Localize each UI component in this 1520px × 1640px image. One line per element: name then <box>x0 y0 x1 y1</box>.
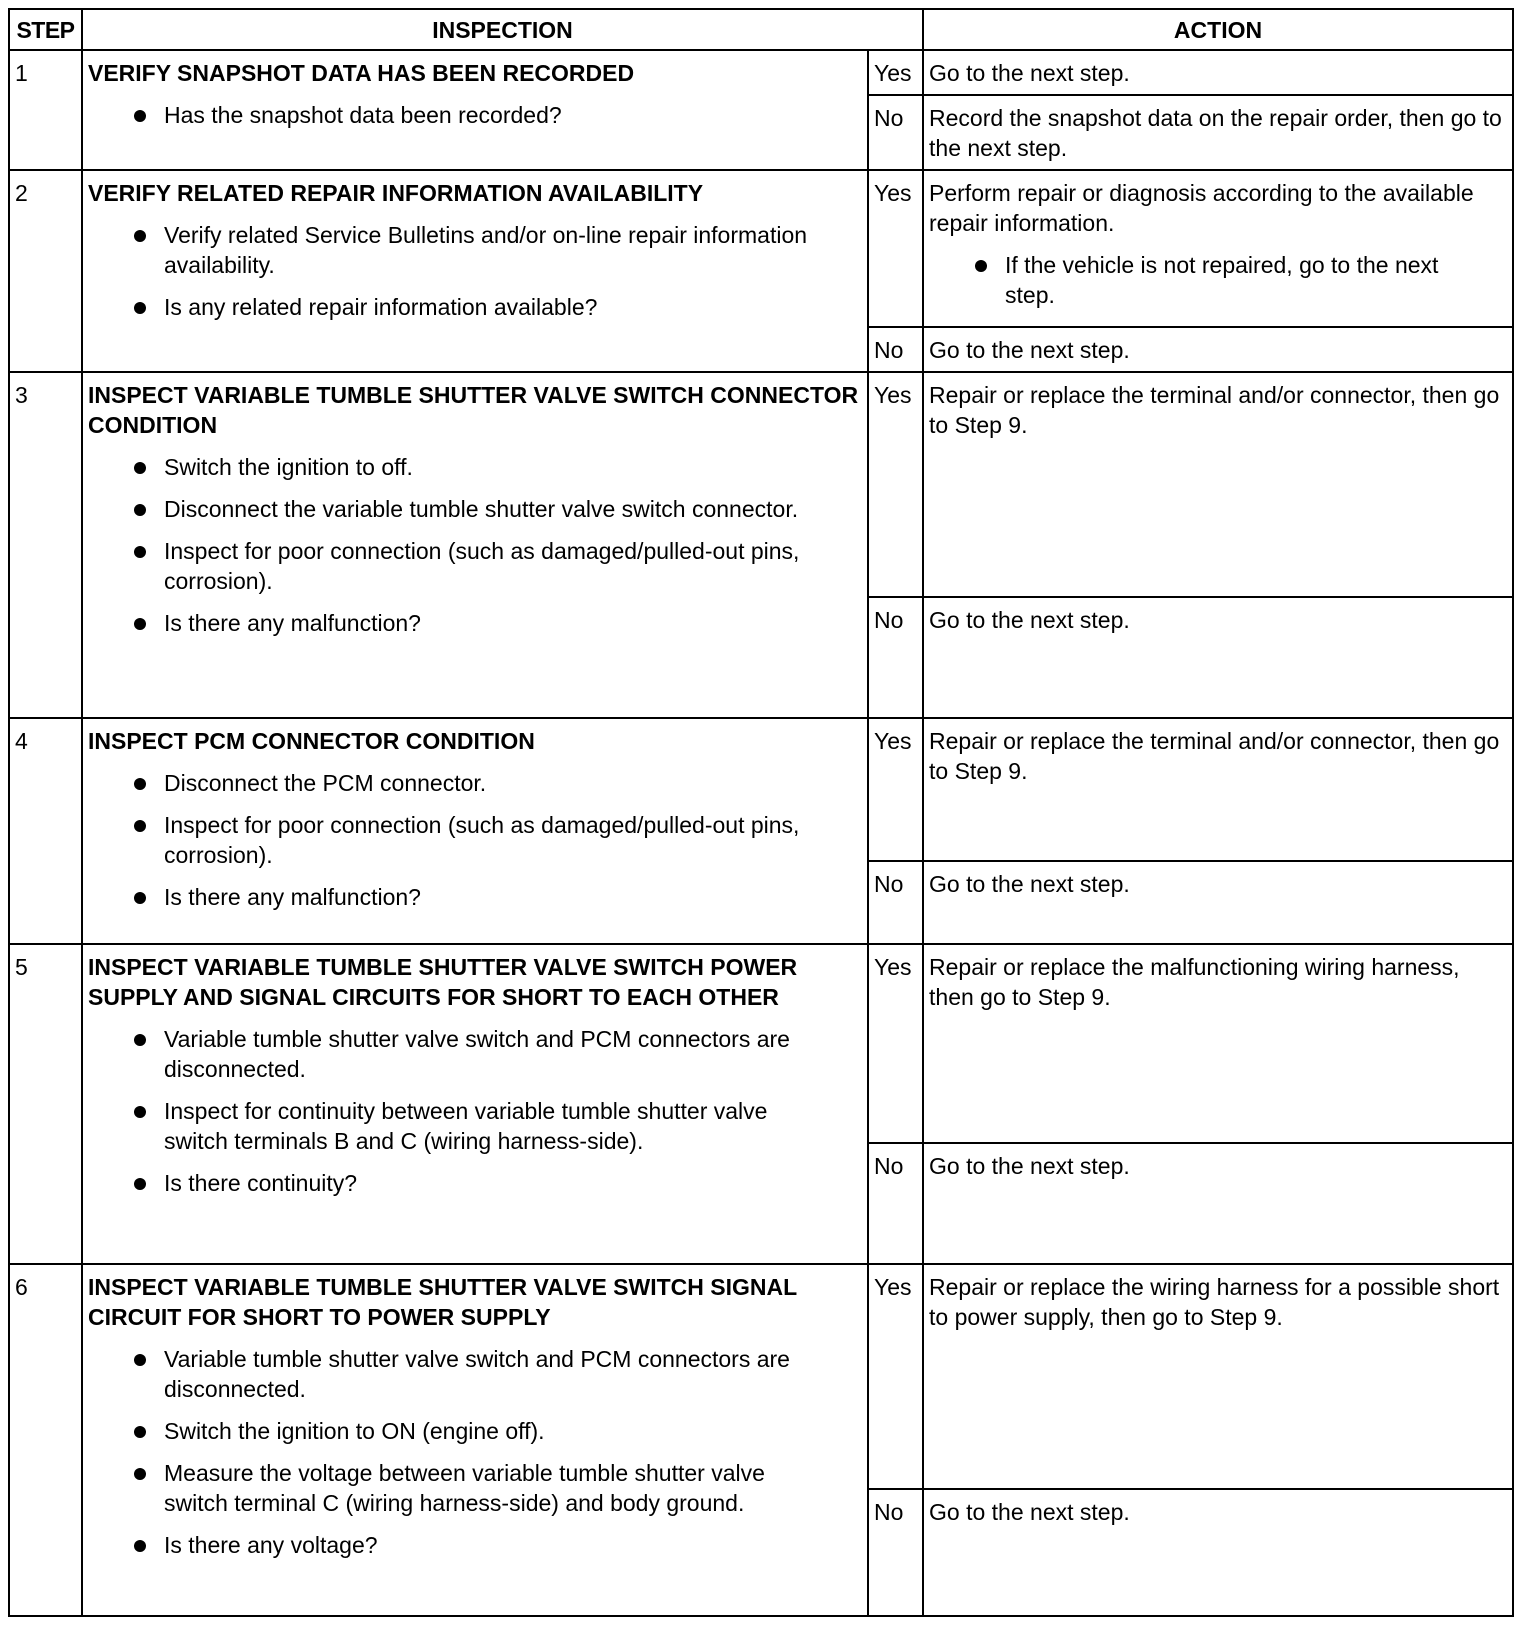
diagnostic-table <box>8 8 1514 1617</box>
inspection-bullet: Inspect for poor connection (such as damaged/pulled-out pins, corrosion). <box>88 536 862 596</box>
inspection-bullets <box>88 1344 862 1560</box>
no-label: No <box>868 597 923 718</box>
yes-label: Yes <box>868 718 923 861</box>
inspection-bullet: Has the snapshot data been recorded? <box>88 100 862 130</box>
no-action: Go to the next step. <box>923 327 1513 372</box>
yes-label: Yes <box>868 944 923 1143</box>
step-4-yes-row <box>9 718 1513 861</box>
yes-action: Go to the next step. <box>923 50 1513 95</box>
step-3-yes-row <box>9 372 1513 597</box>
inspection-cell <box>82 944 868 1264</box>
step-2-yes-row <box>9 170 1513 327</box>
step-number: 3 <box>9 372 82 718</box>
inspection-title: VERIFY RELATED REPAIR INFORMATION AVAILABILITY <box>88 180 704 206</box>
header-step: STEP <box>9 9 82 50</box>
yes-label: Yes <box>868 372 923 597</box>
yes-action: Repair or replace the wiring harness for a possible short to power supply, then go to Step 9. <box>923 1264 1513 1489</box>
yes-label: Yes <box>868 1264 923 1489</box>
inspection-bullets <box>88 452 862 638</box>
no-action: Go to the next step. <box>923 1143 1513 1264</box>
inspection-bullet: Is there any malfunction? <box>88 882 862 912</box>
yes-action: Repair or replace the terminal and/or connector, then go to Step 9. <box>923 372 1513 597</box>
no-label: No <box>868 327 923 372</box>
inspection-bullets <box>88 220 862 322</box>
yes-action-cell <box>923 170 1513 327</box>
step-1-yes-row <box>9 50 1513 95</box>
inspection-bullet: Disconnect the PCM connector. <box>88 768 862 798</box>
no-action: Go to the next step. <box>923 1489 1513 1616</box>
header-row <box>9 9 1513 50</box>
no-action: Record the snapshot data on the repair order, then go to the next step. <box>923 95 1513 170</box>
no-action: Go to the next step. <box>923 597 1513 718</box>
inspection-bullets <box>88 768 862 912</box>
inspection-bullet: Switch the ignition to off. <box>88 452 862 482</box>
header-action: ACTION <box>923 9 1513 50</box>
yes-label: Yes <box>868 50 923 95</box>
inspection-bullet: Is there continuity? <box>88 1168 862 1198</box>
step-number: 4 <box>9 718 82 944</box>
inspection-title: VERIFY SNAPSHOT DATA HAS BEEN RECORDED <box>88 60 635 86</box>
action-bullet: If the vehicle is not repaired, go to the next step. <box>929 250 1507 310</box>
inspection-title: INSPECT VARIABLE TUMBLE SHUTTER VALVE SWITCH CONNECTOR CONDITION <box>88 382 859 438</box>
inspection-bullet: Measure the voltage between variable tumble shutter valve switch terminal C (wiring harness-side) and body ground. <box>88 1458 862 1518</box>
inspection-cell <box>82 372 868 718</box>
inspection-bullets <box>88 1024 862 1198</box>
inspection-bullet: Is there any malfunction? <box>88 608 862 638</box>
inspection-bullet: Is there any voltage? <box>88 1530 862 1560</box>
step-number: 1 <box>9 50 82 170</box>
inspection-bullet: Variable tumble shutter valve switch and PCM connectors are disconnected. <box>88 1344 862 1404</box>
no-label: No <box>868 1143 923 1264</box>
no-action: Go to the next step. <box>923 861 1513 944</box>
inspection-bullet: Inspect for continuity between variable tumble shutter valve switch terminals B and C (wiring harness-side). <box>88 1096 862 1156</box>
yes-label: Yes <box>868 170 923 327</box>
step-6-yes-row <box>9 1264 1513 1489</box>
inspection-title: INSPECT VARIABLE TUMBLE SHUTTER VALVE SWITCH POWER SUPPLY AND SIGNAL CIRCUITS FOR SHORT TO EACH OTHER <box>88 954 798 1010</box>
yes-action: Perform repair or diagnosis according to the available repair information. <box>929 180 1474 236</box>
step-number: 5 <box>9 944 82 1264</box>
no-label: No <box>868 95 923 170</box>
inspection-bullet: Switch the ignition to ON (engine off). <box>88 1416 862 1446</box>
inspection-title: INSPECT PCM CONNECTOR CONDITION <box>88 728 535 754</box>
inspection-bullet: Variable tumble shutter valve switch and PCM connectors are disconnected. <box>88 1024 862 1084</box>
yes-action: Repair or replace the malfunctioning wiring harness, then go to Step 9. <box>923 944 1513 1143</box>
header-inspection: INSPECTION <box>82 9 923 50</box>
step-5-yes-row <box>9 944 1513 1143</box>
inspection-bullet: Is any related repair information available? <box>88 292 862 322</box>
step-number: 6 <box>9 1264 82 1616</box>
inspection-title: INSPECT VARIABLE TUMBLE SHUTTER VALVE SWITCH SIGNAL CIRCUIT FOR SHORT TO POWER SUPPLY <box>88 1274 797 1330</box>
no-label: No <box>868 861 923 944</box>
inspection-cell <box>82 170 868 372</box>
inspection-cell <box>82 1264 868 1616</box>
yes-action: Repair or replace the terminal and/or connector, then go to Step 9. <box>923 718 1513 861</box>
inspection-cell <box>82 718 868 944</box>
inspection-cell <box>82 50 868 170</box>
no-label: No <box>868 1489 923 1616</box>
inspection-bullets <box>88 100 862 130</box>
action-bullets <box>929 250 1507 310</box>
inspection-bullet: Inspect for poor connection (such as damaged/pulled-out pins, corrosion). <box>88 810 862 870</box>
inspection-bullet: Disconnect the variable tumble shutter valve switch connector. <box>88 494 862 524</box>
step-number: 2 <box>9 170 82 372</box>
inspection-bullet: Verify related Service Bulletins and/or on-line repair information availability. <box>88 220 862 280</box>
